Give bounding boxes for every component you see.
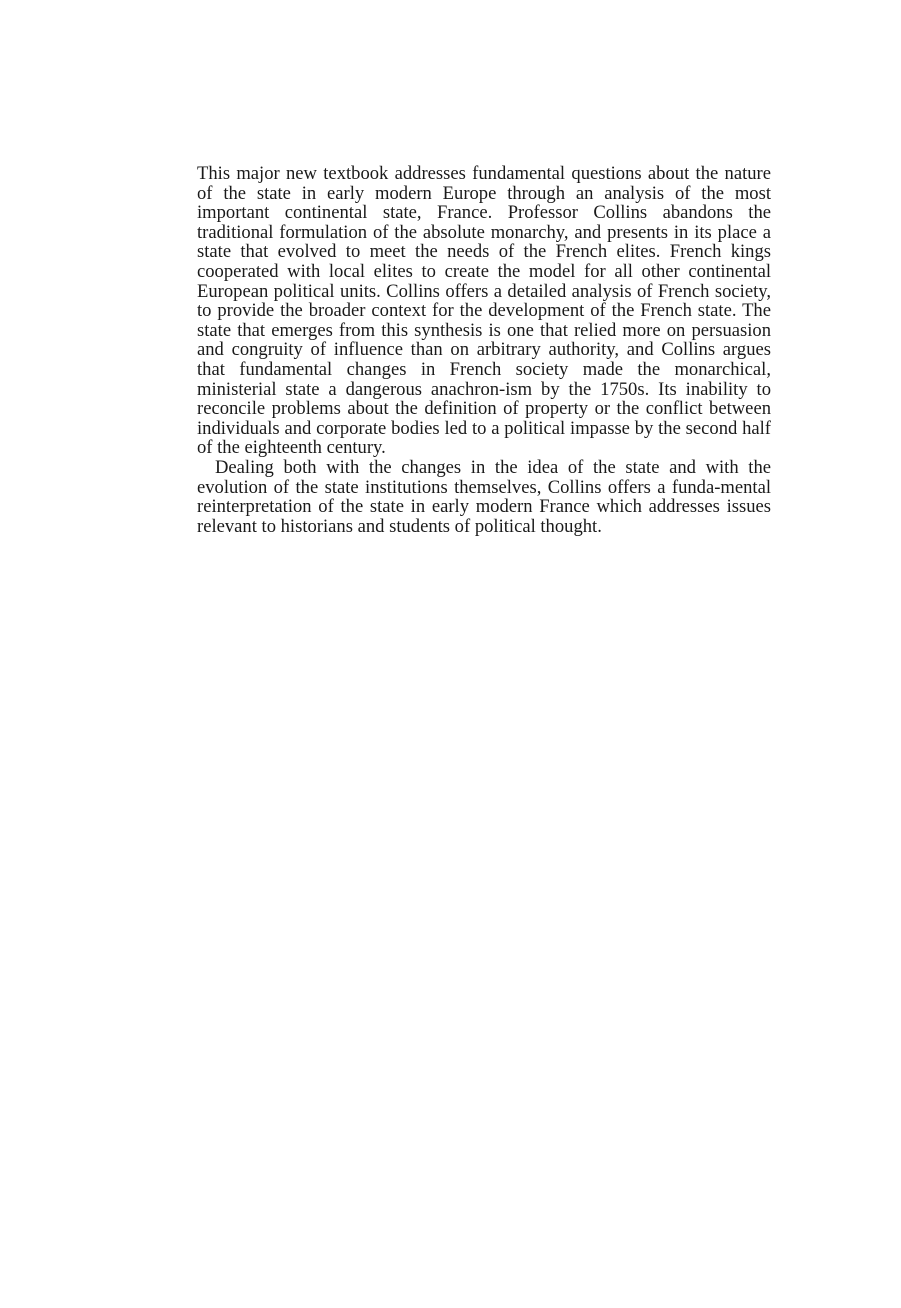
- blurb-paragraph-1: This major new textbook addresses fundamental questions about the nature of the state in early modern Europe through an analysis of the most important continental state, France. Professor Collins abandons the traditional formulation of the absolute monarchy, and presents in its place a state that evolved to meet the needs of the French elites. French kings cooperated with local elites to create the model for all other continental European political units. Collins offers a detailed analysis of French society, to provide the broader context for the development of the French state. The state that emerges from this synthesis is one that relied more on persuasion and congruity of influence than on arbitrary authority, and Collins argues that fundamental changes in French society made the monarchical, ministerial state a dangerous anachron-ism by the 1750s. Its inability to reconcile problems about the definition of property or the conflict between individuals and corporate bodies led to a political impasse by the second half of the eighteenth century.: [197, 163, 771, 459]
- book-blurb: [197, 164, 771, 536]
- blurb-paragraph-2: Dealing both with the changes in the idea of the state and with the evolution of the state institutions themselves, Collins offers a funda-mental reinterpretation of the state in early modern France which addresses issues relevant to historians and students of political thought.: [197, 456, 771, 537]
